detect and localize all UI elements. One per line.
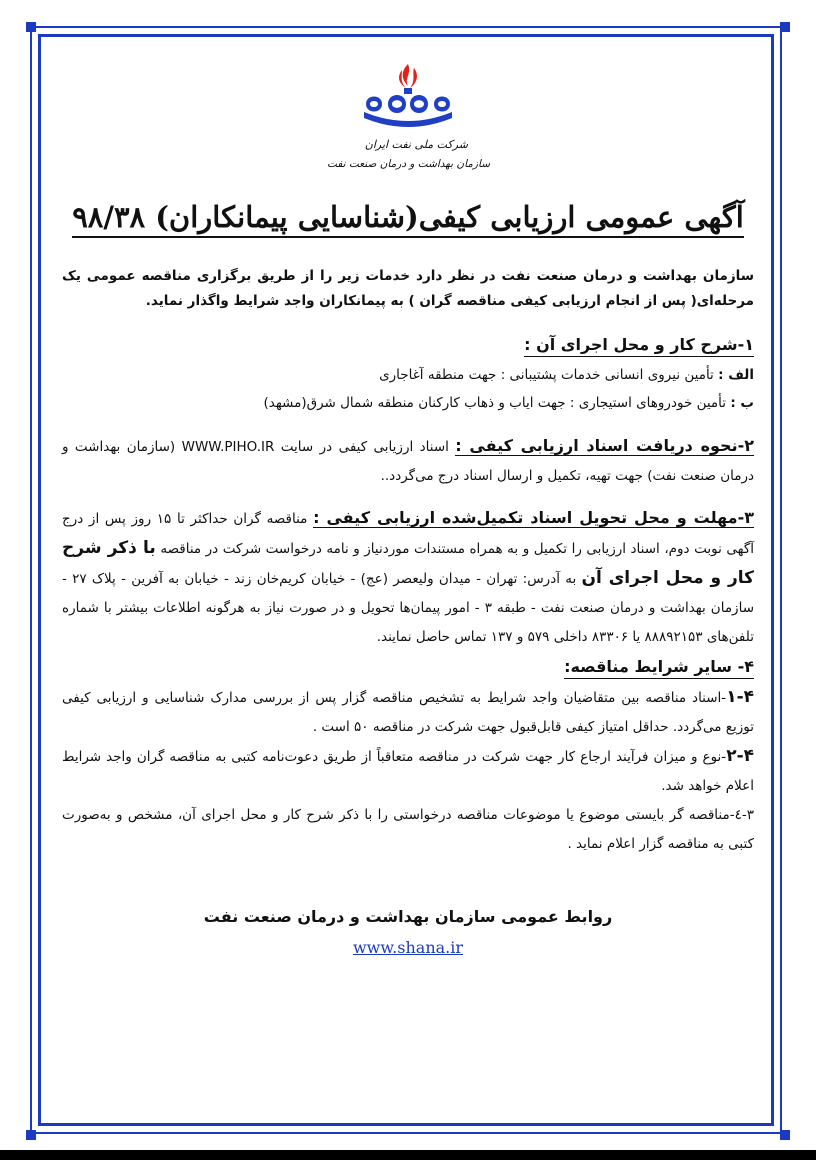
corner-ornament [26,22,36,32]
logo-company-name: شرکت ملی نفت ایران [364,138,468,151]
section-3 [62,503,754,652]
corner-ornament [26,1130,36,1140]
footer-website-link[interactable]: www.shana.ir [352,938,464,957]
section-4 [62,656,754,859]
page-title: آگهی عمومی ارزیابی کیفی(شناسایی پیمانکاران) ۹۸/۳۸ [62,200,754,234]
footer-organization: روابط عمومی سازمان بهداشت و درمان صنعت نفت [203,907,613,926]
section-2-heading: ۲-نحوه دریافت اسناد ارزیابی کیفی : [455,436,754,455]
section-4-heading: ۴- سایر شرایط مناقصه: [564,656,754,679]
section-3-heading: ۳-مهلت و محل تحویل اسناد تکمیل‌شده ارزیابی کیفی : [313,508,754,527]
section-4-item-1: ۱-۴-اسناد مناقصه بین متقاضیان واجد شرایط به تشخیص مناقصه گزار پس از بررسی مدارک شناسایی و ارزیابی کیفی توزیع می‌گردد. حداقل امتیاز کیفی قابل‌قبول جهت شرکت در مناقصه ۵۰ است . [62,687,754,735]
section-1-heading: ۱-شرح کار و محل اجرای آن : [524,334,754,357]
corner-ornament [780,1130,790,1140]
intro-paragraph: سازمان بهداشت و درمان صنعت نفت در نظر دارد خدمات زیر را از طریق برگزاری مناقصه عمومی یک مرحله‌ای( پس از انجام ارزیابی کیفی مناقصه گران ) به پیمانکاران واجد شرایط واگذار نماید. [62,268,754,309]
section-3-bold: با ذکر شرح کار و محل اجرای آن [62,538,754,588]
section-1-item-a: الف : تأمین نیروی انسانی خدمات پشتیبانی : جهت منطقه آغاجاری [379,367,754,383]
section-3-text-1: مناقصه گران حداکثر تا ۱۵ روز پس از درج آگهی نوبت دوم، اسناد ارزیابی را تکمیل و به همراه مستندات موردنیاز و نامه درخواست شرکت در مناقصه [62,511,755,557]
section-4-item-3: ۳-٤-مناقصه گر بایستی موضوع یا موضوعات مناقصه درخواستی را با ذکر شرح کار و محل اجرای آن، مشخص و به‌صورت کتبی به مناقصه گزار اعلام نماید . [62,807,754,852]
section-1-item-b: ب : تأمین خودروهای استیجاری : جهت ایاب و ذهاب کارکنان منطقه شمال شرق(مشهد) [263,395,754,411]
announcement [62,60,754,957]
nioc-logo [308,60,508,180]
section-2-text: اسناد ارزیابی کیفی در سایت WWW.PIHO.IR (سازمان بهداشت و درمان صنعت نفت) جهت تهیه، تکمیل و ارسال اسناد درج می‌گردد.. [62,439,754,484]
section-1 [62,334,754,417]
section-2 [62,431,754,491]
logo-org-name: سازمان بهداشت و درمان صنعت نفت [327,158,490,170]
scan-edge [0,1150,816,1160]
section-3-text-2: به آدرس: تهران - میدان ولیعصر (عج) - خیابان کریم‌خان زند - خیابان به آفرین - پلاک ۲۷ - سازمان بهداشت و درمان صنعت نفت - طبقه ۳ - امور پیمان‌ها تحویل و در صورت نیاز به هرگونه اطلاعات بیشتر با شماره تلفن‌های ۸۸۸۹۲۱۵۳ یا ۸۳۳۰۶ داخلی ۵۷۹ و ۱۳۷ تماس حاصل نمایند. [62,571,755,645]
corner-ornament [780,22,790,32]
flame-emblem-icon [308,60,508,140]
section-4-item-2: ۲-۴-نوع و میزان فرآیند ارجاع کار جهت شرکت در مناقصه متعاقباً از طریق دعوت‌نامه کتبی به مناقصه گران واجد شرایط اعلام خواهد شد. [62,746,754,794]
